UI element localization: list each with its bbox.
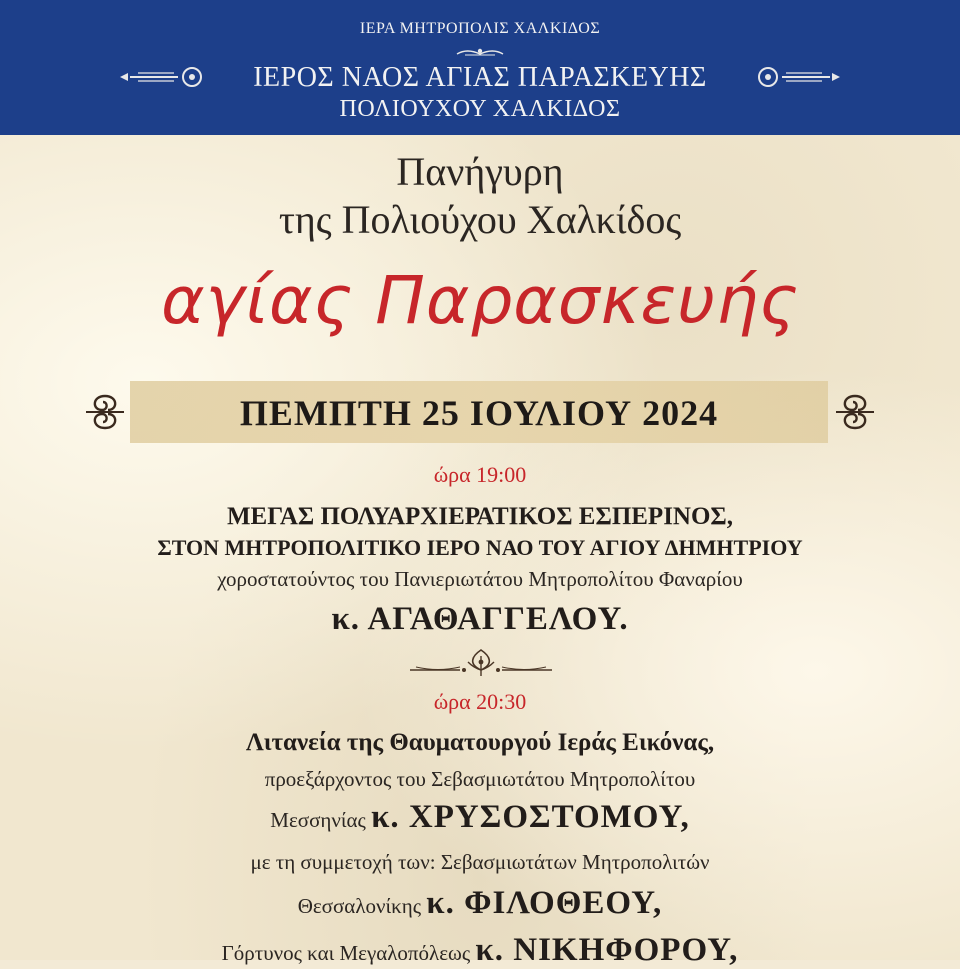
header-ornament-icon [455, 46, 505, 58]
event-date: ΠΕΜΠΤΗ 25 ΙΟΥΛΙΟΥ 2024 [239, 393, 719, 433]
event2-metropolitan-line [0, 799, 960, 836]
event2-suffix-1: , [680, 799, 690, 835]
saint-name-title: αγίας Παρασκευής [161, 262, 799, 339]
event2-time: ώρα 20:30 [433, 689, 527, 714]
event2-name-filotheos: κ. ΦΙΛΟΘΕΟΥ [426, 885, 654, 921]
event2-name-nikiforos: κ. ΝΙΚΗΦΟΡΟΥ [475, 932, 730, 968]
event2-officiant: προεξάρχοντος του Σεβασμιωτάτου Μητροπολίτου [264, 767, 696, 791]
event2-gortyna-line [0, 932, 960, 969]
event1-location: ΣΤΟΝ ΜΗΤΡΟΠΟΛΙΤΙΚΟ ΙΕΡΟ ΝΑΟ ΤΟΥ ΑΓΙΟΥ ΔΗΜΗΤΡΙΟΥ [157, 535, 803, 560]
event2-name-chrysostomos: κ. ΧΡΥΣΟΣΤΟΜΟΥ [371, 799, 681, 835]
event2-suffix-2: , [653, 885, 663, 921]
event1-name: κ. ΑΓΑΘΑΓΓΕΛΟΥ [331, 601, 620, 637]
church-subtitle: ΠΟΛΙΟΥΧΟΥ ΧΑΛΚΙΔΟΣ [339, 96, 621, 122]
header-banner [0, 0, 960, 135]
scroll-ornament-left-icon [84, 392, 126, 432]
event1-name-line [0, 601, 960, 638]
event2-title: Λιτανεία της Θαυματουργού Ιεράς Εικόνας, [245, 729, 715, 756]
event1-title: ΜΕΓΑΣ ΠΟΛΥΑΡΧΙΕΡΑΤΙΚΟΣ ΕΣΠΕΡΙΝΟΣ, [226, 503, 734, 530]
scroll-ornament-right-icon [834, 392, 876, 432]
church-name: ΙΕΡΟΣ ΝΑΟΣ ΑΓΙΑΣ ΠΑΡΑΣΚΕΥΗΣ [253, 62, 707, 93]
metropolis-label: ΙΕΡΑ ΜΗΤΡΟΠΟΛΙΣ ΧΑΛΚΙΔΟΣ [359, 20, 601, 37]
event2-suffix-3: , [729, 932, 739, 968]
event1-officiant: χοροστατούντος του Πανιεριωτάτου Μητροπολίτου Φαναρίου [217, 567, 743, 591]
divider-ornament-icon [408, 646, 554, 682]
event2-see-thessaloniki: Θεσσαλονίκης [297, 894, 427, 918]
event2-thessaloniki-line [0, 885, 960, 922]
flourish-right-icon [752, 64, 842, 90]
event1-name-suffix: . [619, 601, 629, 637]
event2-participation: με τη συμμετοχή των: Σεβασμιωτάτων Μητροπολιτών [250, 850, 710, 874]
event1-time: ώρα 19:00 [433, 462, 527, 487]
event2-see-gortyna: Γόρτυνος και Μεγαλοπόλεως [221, 941, 476, 965]
event2-see-messinia: Μεσσηνίας [270, 808, 372, 832]
title-line1: Πανήγυρη [396, 149, 564, 194]
title-line2: της Πολιούχου Χαλκίδος [278, 197, 682, 242]
